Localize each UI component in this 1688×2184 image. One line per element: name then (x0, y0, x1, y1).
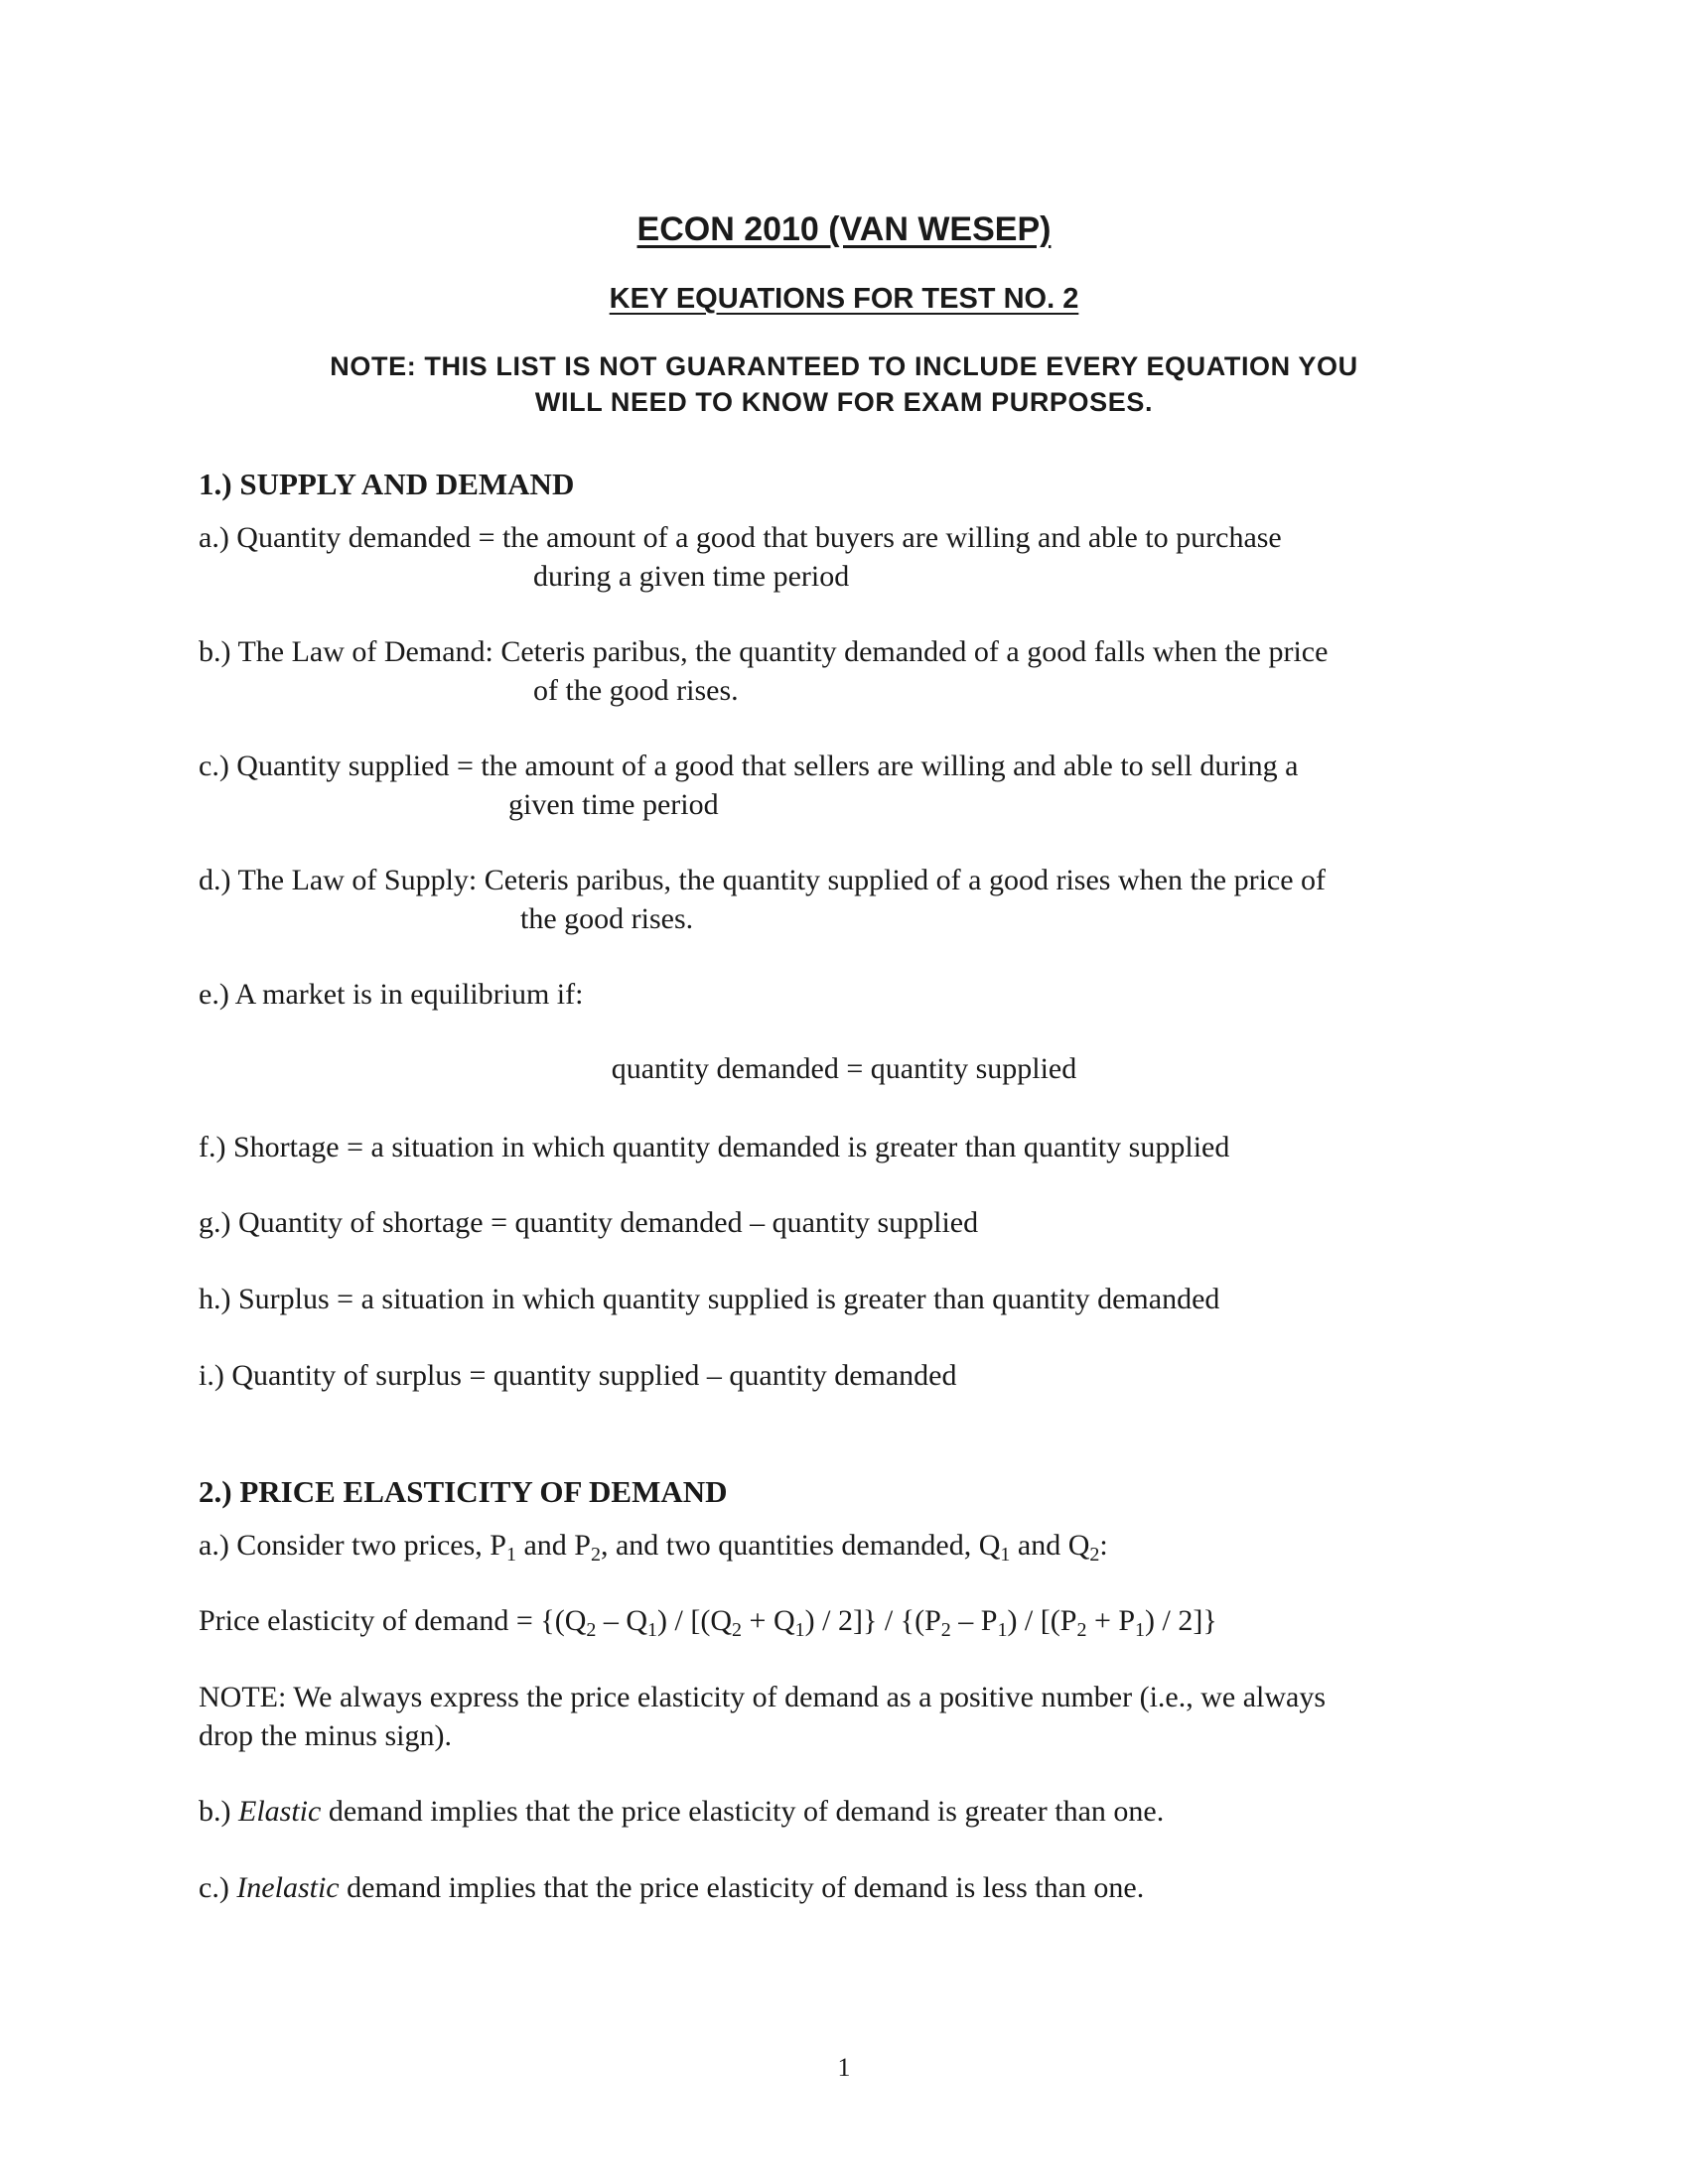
elasticity-note-line-1: NOTE: We always express the price elasticity of demand as a positive number (i.e., we always (199, 1681, 1327, 1713)
document-subtitle: KEY EQUATIONS FOR TEST NO. 2 (609, 283, 1079, 315)
item-2a: a.) Consider two prices, $P_1$ and $P_2$, and two quantities demanded, $Q_1$ and $Q_2$: (199, 1529, 1108, 1566)
item-1a-line-2: during a given time period (533, 560, 850, 593)
item-1h: h.) Surplus = a situation in which quantity supplied is greater than quantity demanded (199, 1283, 1220, 1315)
item-2c: c.) Inelastic demand implies that the price elasticity of demand is less than one. (199, 1871, 1145, 1904)
section-1-heading: 1.) SUPPLY AND DEMAND (199, 467, 575, 501)
item-1d-line-2: the good rises. (520, 902, 694, 935)
item-1a-line-1: a.) Quantity demanded = the amount of a good that buyers are willing and able to purchase (199, 521, 1282, 554)
disclaimer-line-2: WILL NEED TO KNOW FOR EXAM PURPOSES. (534, 387, 1154, 417)
item-1i: i.) Quantity of surplus = quantity supplied – quantity demanded (199, 1359, 957, 1392)
item-1e: e.) A market is in equilibrium if: (199, 978, 584, 1011)
item-1c-line-2: given time period (508, 788, 719, 821)
elasticity-note-line-2: drop the minus sign). (199, 1719, 452, 1752)
item-1f: f.) Shortage = a situation in which quantity demanded is greater than quantity supplied (199, 1131, 1230, 1163)
item-1c-line-1: c.) Quantity supplied = the amount of a good that sellers are willing and able to sell during a (199, 750, 1299, 782)
elasticity-formula: Price elasticity of demand = $\{(Q_2 - Q_1) / [(Q_2 + Q_1) / 2]\} / \{(P_2 - P_1) / [(P_2 + P_1) / 2]\}$ (199, 1604, 1217, 1641)
page-number: 1 (837, 2053, 851, 2082)
section-2-heading: 2.) PRICE ELASTICITY OF DEMAND (199, 1474, 728, 1509)
item-1b-line-1: b.) The Law of Demand: Ceteris paribus, the quantity demanded of a good falls when the price (199, 635, 1329, 668)
item-1d-line-1: d.) The Law of Supply: Ceteris paribus, the quantity supplied of a good rises when the price of (199, 864, 1327, 896)
item-1b-line-2: of the good rises. (533, 674, 739, 707)
item-2b: b.) Elastic demand implies that the price elasticity of demand is greater than one. (199, 1795, 1165, 1828)
equilibrium-equation: quantity demanded = quantity supplied (611, 1052, 1077, 1085)
document-title: ECON 2010 (VAN WESEP) (636, 210, 1052, 248)
item-1g: g.) Quantity of shortage = quantity demanded – quantity supplied (199, 1206, 979, 1239)
disclaimer-line-1: NOTE: THIS LIST IS NOT GUARANTEED TO INCLUDE EVERY EQUATION YOU (330, 351, 1358, 381)
